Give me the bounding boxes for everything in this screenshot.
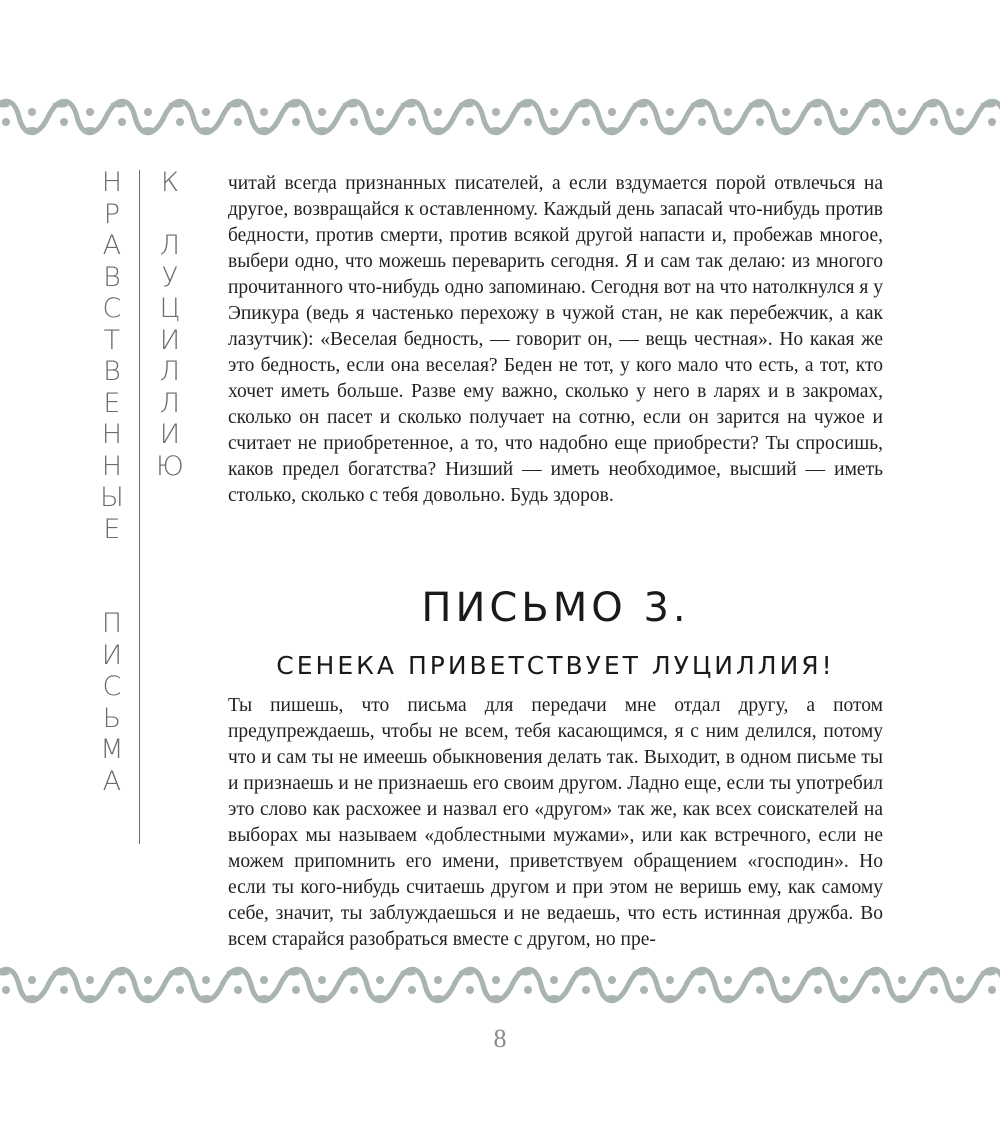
running-head-letter: И <box>159 324 181 356</box>
running-head-letter: И <box>159 419 181 450</box>
letter-greeting: СЕНЕКА ПРИВЕТСТВУЕТ ЛУЦИЛЛИЯ! <box>276 651 835 680</box>
running-head-letter: Н <box>101 450 123 482</box>
running-head-letter: С <box>102 671 122 702</box>
running-head-letter: С <box>102 293 122 324</box>
vertical-divider <box>139 170 140 844</box>
top-ornamental-border <box>0 94 1000 140</box>
running-head-letter: Н <box>101 167 123 198</box>
bottom-ornamental-border <box>0 962 1000 1008</box>
running-head-letter: Ы <box>100 482 124 513</box>
running-head-letter: Т <box>103 324 121 356</box>
running-head-letter: Е <box>103 387 121 419</box>
running-head-letter: Л <box>159 356 181 387</box>
running-head-letter: Ь <box>102 702 122 734</box>
running-head-letter: М <box>100 734 124 765</box>
running-head-letter: Ю <box>156 450 184 482</box>
running-head-letter: Ц <box>159 293 181 324</box>
running-head-letter: У <box>161 261 179 293</box>
running-head-letter <box>108 547 117 579</box>
running-head-addressee <box>156 169 184 484</box>
running-head-letter: Л <box>159 387 181 419</box>
running-head-letter: А <box>102 230 122 261</box>
running-head-letter <box>166 201 175 233</box>
scroll-ornament-icon <box>0 962 1000 1008</box>
running-head-letter: В <box>103 261 121 293</box>
running-head-letter: Е <box>103 513 121 545</box>
letter-title: ПИСЬМО 3. <box>421 585 690 631</box>
running-head-letter: И <box>101 639 123 671</box>
scroll-ornament-icon <box>0 94 1000 140</box>
body-paragraph-2: Ты пишешь, что письма для передачи мне отдал другу, а потом предупреждаешь, чтобы не всем, тебя касающимся, я с ним делился, потому что и сам ты не имеешь обыкновения делать так. Выходит, в одном письме ты и признаешь и не признаешь его своим другом. Ладно еще, если ты употребил это слово как расхожее и назвал его «другом» так же, как всех соискателей на выборах мы называем «доблестными мужами», или как встречного, если не можем припомнить его имени, приветствуем обращением «господин». Но если ты кого-нибудь считаешь другом и при этом не веришь ему, как самому себе, значит, ты заблуждаешься и не ведаешь, что есть истинная дружба. Во всем старайся разобраться вместе с другом, но пре- <box>228 695 883 950</box>
body-paragraph-1: читай всегда признанных писателей, а если вздумается порой отвлечься на другое, возвращайся к оставленному. Каждый день запасай что-нибудь против бедности, против смерти, против всякой другой напасти и, пробежав многое, выбери одно, что можешь переварить сегодня. Я и сам так делаю: из многого прочитанного что-нибудь одно запоминаю. Сегодня вот на что натолкнулся я у Эпикура (ведь я частенько перехожу в чужой стан, не как перебежчик, а как лазутчик): «Веселая бедность, — говорит он, — вещь честная». Но какая же это бедность, если она веселая? Беден не тот, у кого мало что есть, а тот, кто хочет иметь больше. Разве ему важно, сколько у него в ларях и в закромах, сколько он пасет и сколько получает на сотню, если он зарится на чужое и считает не приобретенное, а то, что надобно еще приобрести? Ты спросишь, каков предел богатства? Низший — иметь необходимое, высший — иметь столько, сколько с тебя довольно. Будь здоров. <box>228 173 883 506</box>
running-head-letter <box>108 579 117 611</box>
page-number: 8 <box>493 1024 507 1053</box>
running-head-book-title <box>100 169 124 799</box>
running-head-letter: Л <box>159 230 181 261</box>
running-head-letter: В <box>103 356 121 387</box>
running-head-letter: П <box>101 608 123 639</box>
running-head-letter: Р <box>103 198 121 230</box>
running-head-letter: А <box>102 765 122 797</box>
running-head-letter: Н <box>101 419 123 450</box>
running-head-letter: К <box>160 167 180 198</box>
